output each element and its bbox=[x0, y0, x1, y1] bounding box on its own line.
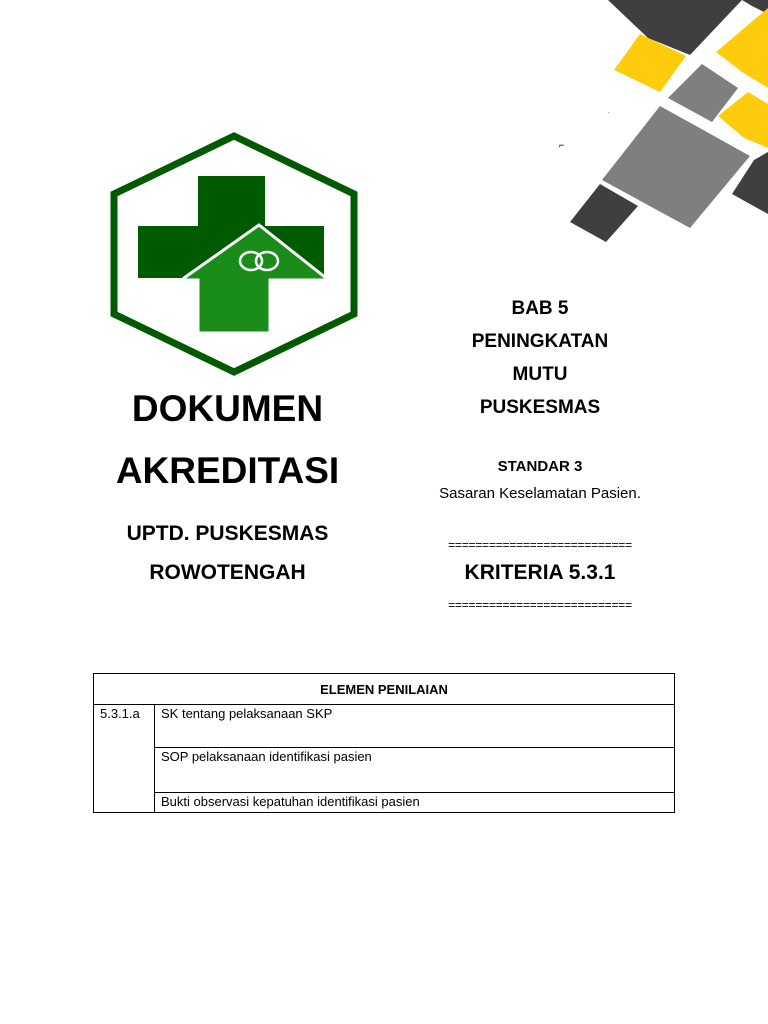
chapter-heading bbox=[420, 292, 660, 424]
yellow-square-right-top bbox=[716, 8, 768, 88]
criteria-title: KRITERIA 5.3.1 bbox=[464, 561, 616, 584]
puskesmas-cross-house-logo-icon bbox=[100, 128, 368, 378]
chapter-title-line-3: PUSKESMAS bbox=[479, 397, 601, 418]
element-code: 5.3.1.a bbox=[94, 705, 155, 813]
table-row bbox=[94, 793, 675, 813]
element-item-2: SOP pelaksanaan identifikasi pasien bbox=[155, 748, 675, 793]
svg-text:⌐: ⌐ bbox=[559, 140, 565, 150]
organization-name-line-1: UPTD. PUSKESMAS bbox=[126, 522, 329, 545]
svg-text:.: . bbox=[608, 109, 610, 115]
table-row bbox=[94, 705, 675, 748]
dark-gray-square-top bbox=[608, 0, 742, 55]
assessment-elements-table bbox=[93, 673, 675, 813]
standard-title: STANDAR 3 bbox=[497, 458, 583, 475]
element-item-3: Bukti observasi kepatuhan identifikasi pasien bbox=[155, 793, 675, 813]
chapter-title-line-1: PENINGKATAN bbox=[471, 331, 609, 352]
organization-name-line-2: ROWOTENGAH bbox=[149, 561, 306, 584]
document-title-line-2: AKREDITASI bbox=[115, 450, 340, 491]
table-header-row bbox=[94, 674, 675, 705]
standard-description: Sasaran Keselamatan Pasien. bbox=[439, 485, 641, 502]
table-header: ELEMEN PENILAIAN bbox=[94, 674, 675, 705]
divider-rule-top: =========================== bbox=[448, 538, 632, 552]
chapter-title-line-2: MUTU bbox=[512, 364, 568, 385]
element-item-1: SK tentang pelaksanaan SKP bbox=[155, 705, 675, 748]
table-row bbox=[94, 748, 675, 793]
chapter-number: BAB 5 bbox=[511, 298, 569, 319]
divider-rule-bottom: =========================== bbox=[448, 598, 632, 612]
document-title-line-1: DOKUMEN bbox=[131, 388, 324, 429]
